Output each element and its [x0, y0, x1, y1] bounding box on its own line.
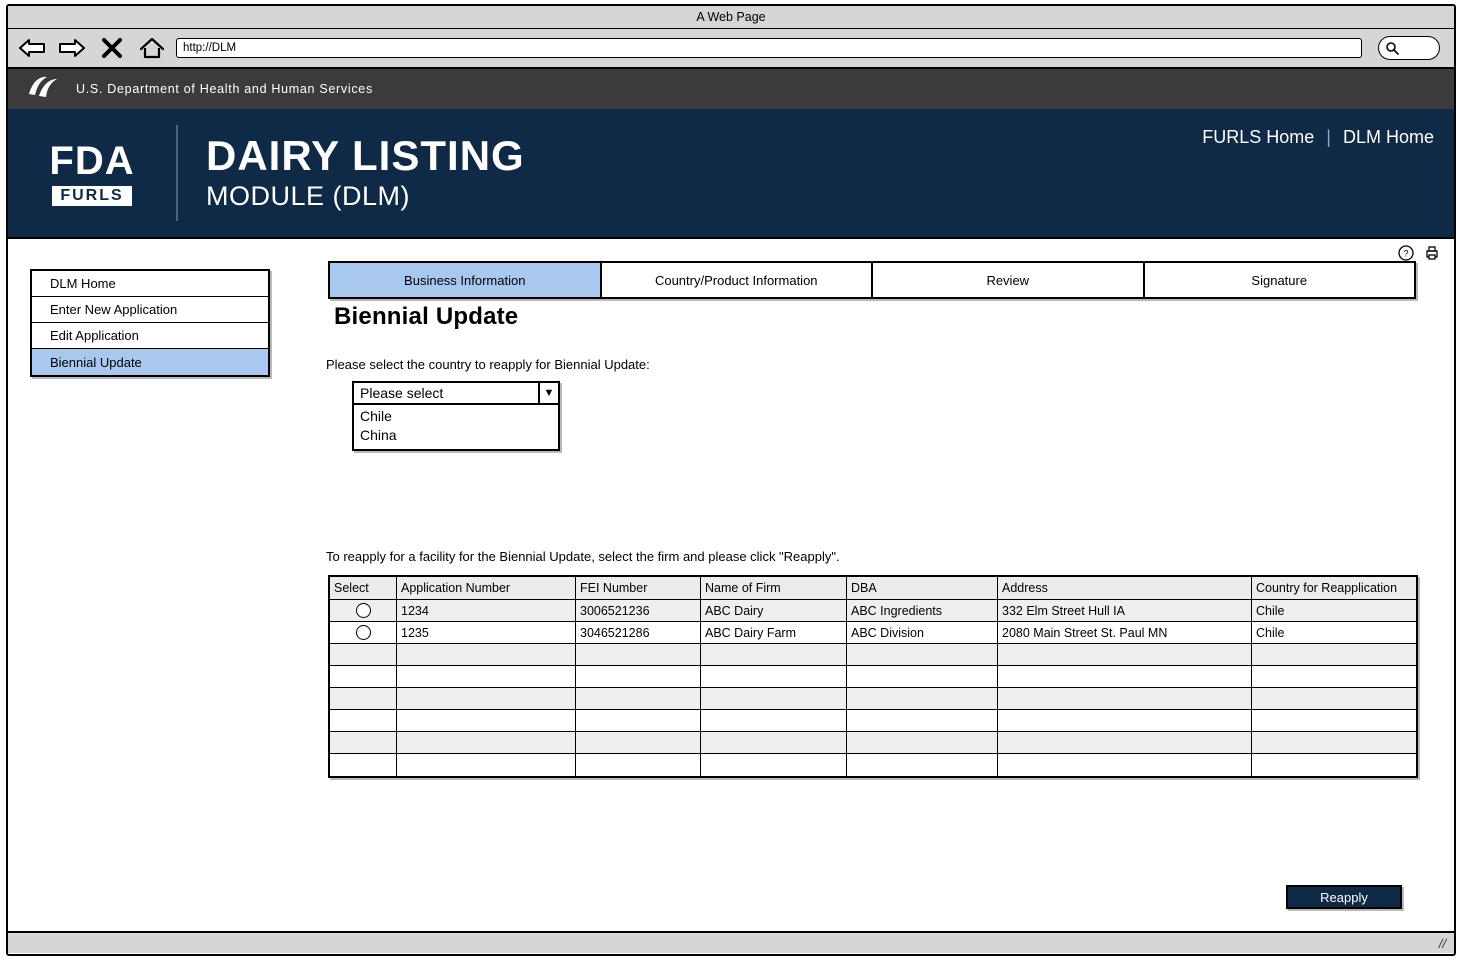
country-option-china[interactable]: China — [360, 427, 397, 443]
cell-country — [1252, 688, 1417, 710]
column-header-country-for-reapplication: Country for Reapplication — [1252, 577, 1417, 600]
table-row[interactable] — [330, 732, 1416, 754]
cell-country — [1252, 710, 1417, 732]
column-header-fei-number: FEI Number — [576, 577, 701, 600]
browser-statusbar — [8, 931, 1454, 953]
tab-country-product-information[interactable] — [602, 263, 874, 297]
sidebar-item-biennial-update[interactable] — [32, 349, 268, 375]
furls-wordmark: FURLS — [52, 186, 131, 206]
cell-application-number — [397, 710, 576, 732]
country-select-options — [352, 405, 560, 451]
column-header-select: Select — [330, 577, 397, 600]
browser-titlebar — [8, 6, 1454, 29]
browser-search-box[interactable] — [1378, 36, 1440, 60]
cell-application-number — [397, 644, 576, 666]
cell-country: Chile — [1252, 622, 1417, 644]
header-link-separator: | — [1326, 127, 1331, 147]
tab-label: Signature — [1251, 272, 1308, 288]
site-header — [8, 109, 1454, 237]
facilities-table — [328, 575, 1418, 778]
url-text: http://DLM — [183, 42, 237, 54]
print-icon[interactable] — [1424, 245, 1440, 266]
row-radio-cell — [330, 644, 397, 666]
site-title: DAIRY LISTING — [206, 131, 525, 179]
reapply-button[interactable] — [1286, 885, 1402, 909]
header-links — [1202, 127, 1434, 148]
cell-address: 2080 Main Street St. Paul MN — [998, 622, 1252, 644]
svg-text:?: ? — [1403, 248, 1409, 259]
hhs-label: U.S. Department of Health and Human Services — [76, 82, 373, 96]
cell-fei-number — [576, 732, 701, 754]
back-arrow-icon[interactable] — [18, 35, 46, 61]
search-icon — [1385, 41, 1399, 55]
cell-address — [998, 732, 1252, 754]
row-radio-cell[interactable] — [330, 600, 397, 622]
page-viewport — [8, 69, 1454, 931]
cell-application-number — [397, 732, 576, 754]
chevron-down-icon[interactable]: ▼ — [538, 383, 558, 403]
header-divider — [176, 125, 178, 221]
fda-logo — [36, 138, 148, 206]
column-header-name-of-firm: Name of Firm — [701, 577, 847, 600]
table-row[interactable] — [330, 600, 1416, 622]
cell-name-of-firm — [701, 666, 847, 688]
sidebar-item-label: Enter New Application — [50, 302, 178, 317]
cell-fei-number: 3046521286 — [576, 622, 701, 644]
tab-label: Country/Product Information — [654, 272, 818, 288]
row-radio-cell — [330, 710, 397, 732]
dlm-home-link[interactable]: DLM Home — [1342, 127, 1434, 147]
cell-country — [1252, 754, 1417, 776]
column-header-application-number: Application Number — [397, 577, 576, 600]
cell-fei-number — [576, 644, 701, 666]
sidebar-item-label: DLM Home — [50, 276, 116, 291]
cell-application-number: 1234 — [397, 600, 576, 622]
table-header-row — [330, 577, 1416, 600]
cell-dba — [847, 644, 998, 666]
site-title-block — [206, 131, 525, 212]
cell-application-number — [397, 754, 576, 776]
cell-country — [1252, 732, 1417, 754]
home-icon[interactable] — [138, 35, 166, 61]
row-radio-cell[interactable] — [330, 622, 397, 644]
main-content — [8, 237, 1454, 931]
row-radio-cell — [330, 666, 397, 688]
table-row[interactable] — [330, 754, 1416, 776]
column-header-dba: DBA — [847, 577, 998, 600]
sidebar-item-dlm-home[interactable] — [32, 271, 268, 297]
country-select-box[interactable] — [352, 381, 560, 405]
cell-name-of-firm — [701, 688, 847, 710]
cell-address — [998, 666, 1252, 688]
cell-dba — [847, 732, 998, 754]
tab-review[interactable] — [873, 263, 1145, 297]
cell-name-of-firm — [701, 710, 847, 732]
cell-application-number: 1235 — [397, 622, 576, 644]
cell-fei-number — [576, 666, 701, 688]
select-radio[interactable] — [356, 603, 371, 618]
table-row[interactable] — [330, 710, 1416, 732]
browser-window — [6, 4, 1456, 956]
sidebar-item-enter-new-application[interactable] — [32, 297, 268, 323]
row-radio-cell — [330, 732, 397, 754]
cell-name-of-firm: ABC Dairy Farm — [701, 622, 847, 644]
hhs-logo-icon — [26, 74, 60, 105]
cell-application-number — [397, 666, 576, 688]
cell-address — [998, 644, 1252, 666]
cell-application-number — [397, 688, 576, 710]
fda-wordmark: FDA — [49, 138, 135, 183]
cell-name-of-firm — [701, 754, 847, 776]
cell-country — [1252, 644, 1417, 666]
cell-address — [998, 710, 1252, 732]
cell-name-of-firm: ABC Dairy — [701, 600, 847, 622]
browser-toolbar — [8, 29, 1454, 69]
country-option-chile[interactable]: Chile — [360, 408, 392, 424]
cell-dba — [847, 688, 998, 710]
reapply-button-label: Reapply — [1320, 889, 1368, 905]
site-subtitle: MODULE (DLM) — [206, 180, 411, 211]
country-instruction-text: Please select the country to reapply for Biennial Update: — [326, 357, 650, 372]
sidebar-nav — [30, 269, 270, 377]
tab-label: Business Information — [404, 272, 526, 288]
hhs-banner — [8, 69, 1454, 109]
cell-name-of-firm — [701, 732, 847, 754]
cell-fei-number — [576, 688, 701, 710]
country-select-value: Please select — [360, 385, 444, 401]
tab-signature[interactable] — [1145, 263, 1415, 297]
cell-dba: ABC Ingredients — [847, 600, 998, 622]
table-row[interactable] — [330, 688, 1416, 710]
row-radio-cell — [330, 688, 397, 710]
tab-bar — [328, 261, 1416, 299]
table-row[interactable] — [330, 666, 1416, 688]
table-instruction-text: To reapply for a facility for the Biennial Update, select the firm and please click "Reapply". — [326, 549, 840, 564]
cell-address: 332 Elm Street Hull IA — [998, 600, 1252, 622]
cell-address — [998, 688, 1252, 710]
sidebar-item-label: Edit Application — [50, 328, 139, 343]
address-bar[interactable] — [176, 38, 1362, 58]
cell-name-of-firm — [701, 644, 847, 666]
cell-dba — [847, 754, 998, 776]
resize-grip-icon[interactable]: // — [1437, 935, 1448, 951]
cell-dba — [847, 666, 998, 688]
column-header-address: Address — [998, 577, 1252, 600]
forward-arrow-icon[interactable] — [58, 35, 86, 61]
sidebar-item-label: Biennial Update — [50, 354, 142, 370]
table-row[interactable] — [330, 644, 1416, 666]
cell-address — [998, 754, 1252, 776]
country-select[interactable] — [352, 381, 560, 451]
cell-country: Chile — [1252, 600, 1417, 622]
cell-dba — [847, 710, 998, 732]
tab-business-information[interactable] — [330, 263, 602, 297]
furls-home-link[interactable]: FURLS Home — [1202, 127, 1315, 147]
window-title: A Web Page — [696, 10, 766, 24]
cell-dba: ABC Division — [847, 622, 998, 644]
close-x-icon[interactable] — [98, 35, 126, 61]
table-row[interactable] — [330, 622, 1416, 644]
cell-country — [1252, 666, 1417, 688]
sidebar-item-edit-application[interactable] — [32, 323, 268, 349]
nav-buttons — [18, 35, 166, 61]
tab-label: Review — [986, 272, 1030, 288]
cell-fei-number — [576, 754, 701, 776]
row-radio-cell — [330, 754, 397, 776]
cell-fei-number — [576, 710, 701, 732]
cell-fei-number: 3006521236 — [576, 600, 701, 622]
select-radio[interactable] — [356, 625, 371, 640]
page-title: Biennial Update — [334, 303, 519, 330]
